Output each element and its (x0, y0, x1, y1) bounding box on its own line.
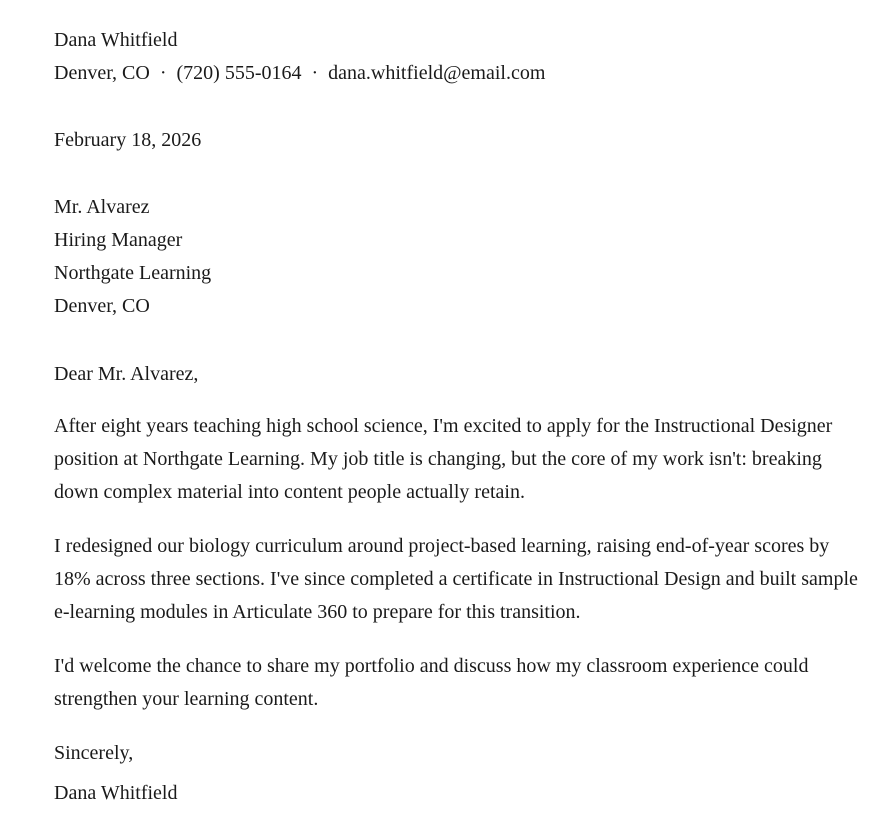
body-paragraph: I'd welcome the chance to share my portfolio and discuss how my classroom experience could strengthen your learning content. (54, 655, 809, 710)
signature-name: Dana Whitfield (54, 782, 178, 804)
recipient-location: Denver, CO (54, 295, 150, 317)
contact-separator: · (159, 62, 167, 84)
sender-email: dana.whitfield@email.com (328, 62, 546, 84)
sender-phone: (720) 555-0164 (176, 62, 302, 84)
cover-letter (54, 24, 874, 810)
sender-contact-line (54, 57, 874, 90)
closing: Sincerely, (54, 742, 134, 764)
letter-date: February 18, 2026 (54, 129, 202, 151)
sender-name: Dana Whitfield (54, 29, 178, 51)
contact-separator: · (311, 62, 319, 84)
body-paragraph: After eight years teaching high school science, I'm excited to apply for the Instructional Designer position at Northgate Learning. My job title is changing, but the core of my work isn't: breaking down complex material into content people actually retain. (54, 415, 833, 503)
recipient-company: Northgate Learning (54, 262, 212, 284)
recipient-title: Hiring Manager (54, 229, 183, 251)
salutation: Dear Mr. Alvarez, (54, 363, 199, 385)
body-paragraph: I redesigned our biology curriculum around project-based learning, raising end-of-year scores by 18% across three sections. I've since completed a certificate in Instructional Design and built sample e-learning modules in Articulate 360 to prepare for this transition. (54, 535, 858, 623)
recipient-name: Mr. Alvarez (54, 196, 150, 218)
recipient-block (54, 191, 874, 323)
sender-block (54, 24, 874, 90)
sender-location: Denver, CO (54, 62, 150, 84)
